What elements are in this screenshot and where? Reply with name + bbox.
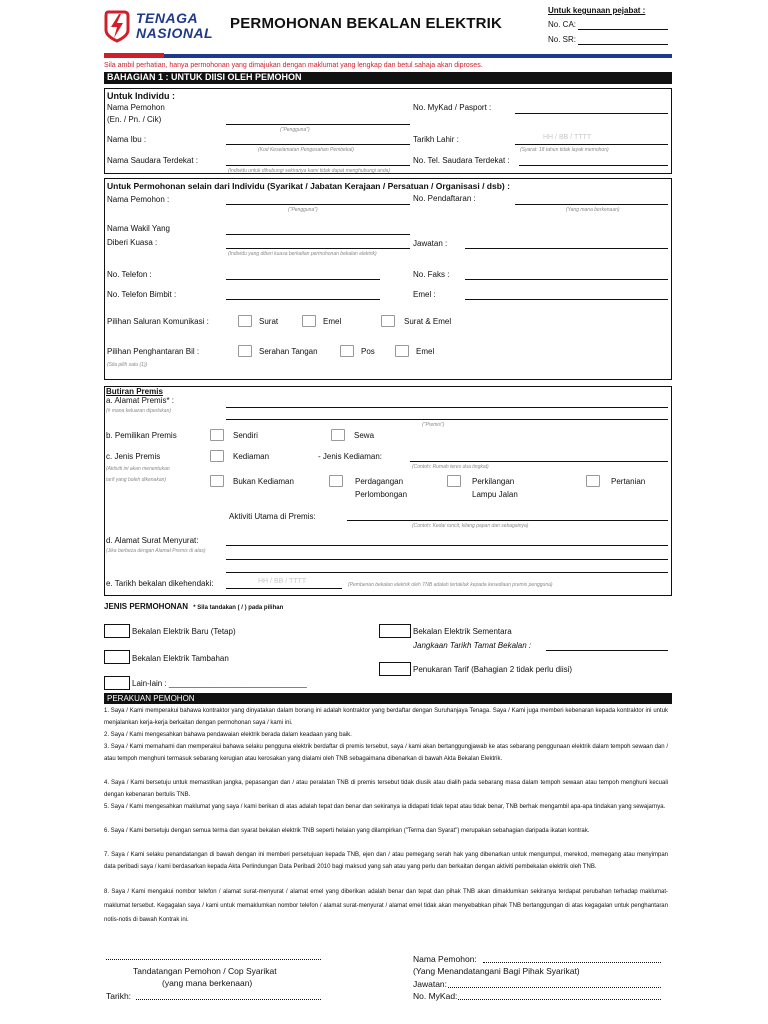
emel-label: Emel : — [413, 290, 436, 299]
jawatan-field[interactable] — [465, 248, 668, 249]
emel-field[interactable] — [465, 299, 668, 300]
jangkaan-field[interactable] — [546, 650, 668, 651]
pendaftaran-field[interactable] — [515, 204, 668, 205]
header-rule — [104, 54, 672, 58]
nama-pemohon-field[interactable] — [226, 124, 410, 125]
alamat-premis-field-1[interactable] — [226, 407, 668, 408]
hint-wakil: (Individu yang diberi kuasa berkaitan permohonan bekalan elektrik) — [228, 251, 377, 257]
no-ca-label: No. CA: — [548, 20, 577, 29]
hint-jenis-1: (Aktiviti ini akan menentukan — [106, 466, 170, 472]
tnb-logo-mark-icon — [102, 8, 132, 44]
lain-checkbox[interactable] — [104, 676, 130, 690]
jenis-permohonan-sub: * Sila tandakan ( / ) pada pilihan — [193, 605, 284, 611]
aktiviti-label: Aktiviti Utama di Premis: — [229, 512, 316, 521]
baru-checkbox[interactable] — [104, 624, 130, 638]
penghantaran-serahan-label: Serahan Tangan — [259, 347, 318, 356]
penukaran-checkbox[interactable] — [379, 662, 411, 676]
hint-pengguna-individu: ("Pengguna") — [280, 127, 310, 133]
kediaman-checkbox[interactable] — [210, 450, 224, 462]
saluran-emel-label: Emel — [323, 317, 342, 326]
sig-jawatan-field[interactable] — [448, 987, 661, 988]
faks-field[interactable] — [465, 279, 668, 280]
pemilikan-sendiri-label: Sendiri — [233, 431, 258, 440]
sig-tarikh-field[interactable] — [136, 999, 321, 1000]
bukan-individu-heading: Untuk Permohonan selain dari Individu (Syarikat / Jabatan Kerajaan / Persatuan / Organisasi / dsb) : — [107, 181, 510, 191]
penghantaran-serahan-checkbox[interactable] — [238, 345, 252, 357]
perkilangan-label: Perkilangan — [472, 477, 515, 486]
bukan-kediaman-checkbox[interactable] — [210, 475, 224, 487]
mykad-label: No. MyKad / Pasport : — [413, 103, 492, 112]
penghantaran-emel-label: Emel — [416, 347, 435, 356]
perdagangan-checkbox[interactable] — [329, 475, 343, 487]
hint-pengguna-bi: ("Pengguna") — [288, 207, 318, 213]
pendaftaran-label: No. Pendaftaran : — [413, 194, 476, 203]
logo-line2: NASIONAL — [136, 25, 214, 41]
sig-tarikh-label: Tarikh: — [106, 991, 132, 1001]
perdagangan-label: Perdagangan — [355, 477, 404, 486]
kediaman-label: Kediaman — [233, 452, 270, 461]
header-rule-red — [104, 53, 164, 58]
jangkaan-label: Jangkaan Tarikh Tamat Bekalan : — [413, 641, 532, 650]
pertanian-checkbox[interactable] — [586, 475, 600, 487]
jenis-permohonan-title: JENIS PERMOHONAN — [104, 602, 189, 611]
penghantaran-emel-checkbox[interactable] — [395, 345, 409, 357]
perakuan-item-7: 7. Saya / Kami selaku penandatangan di bawah dengan ini memberi persetujuan kepada TNB, ejen dan / atau pemegang serah hak yang dibenarkan untuk mengumpul, merekod, memegang atau menyimpan data peribadi saya / kami berdasarkan kepada Akta Perlindungan Data Peribadi 2010 bagi maksud yang sah atau yang perlu dan berkaitan dengan aktiviti pembekalan elektrik oleh TNB. — [104, 852, 668, 870]
alamat-premis-field-2[interactable] — [226, 419, 668, 420]
pemilikan-sendiri-checkbox[interactable] — [210, 429, 224, 441]
saluran-surat-label: Surat — [259, 317, 279, 326]
perakuan-item-4: 4. Saya / Kami bersetuju untuk memastikan jangka, pepasangan dan / atau peralatan TNB di premis tersebut tidak diusik atau dialih pada sebarang masa dalam tempoh sewaan atau tempoh menghuni kecuali dengan kebenaran bertulis TNB. — [104, 780, 668, 798]
tarikh-bekalan-label: e. Tarikh bekalan dikehendaki: — [106, 579, 214, 588]
perakuan-item-8: 8. Saya / Kami mengakui nombor telefon / alamat surat-menyurat / alamat emel yang diberikan adalah benar dan tepat dan pihak TNB akan dimaklumkan sekiranya terdapat perubahan terhadap maklumat-maklumat tersebut. Kegagalan saya / kami untuk memaklumkan nombor telefon / alamat surat-menyurat / alamat emel tidak akan menyebabkan pihak TNB bertanggungan di atas kegagalan untuk penghantaran notis-notis di bawah Kontrak ini. — [104, 889, 668, 923]
office-use-label: Untuk kegunaan pejabat : — [548, 6, 646, 15]
penghantaran-pos-label: Pos — [361, 347, 375, 356]
jenis-kediaman-field[interactable] — [410, 461, 668, 462]
sig-mykad-label: No. MyKad: — [413, 991, 458, 1001]
tarikh-bekalan-field[interactable]: HH / BB / TTTT — [258, 578, 307, 585]
pertanian-label: Pertanian — [611, 477, 646, 486]
tel-saudara-label: No. Tel. Saudara Terdekat : — [413, 156, 510, 165]
saluran-emel-checkbox[interactable] — [302, 315, 316, 327]
surat-field-2[interactable] — [226, 559, 668, 560]
jenis-premis-label: c. Jenis Premis — [106, 452, 161, 461]
aktiviti-field[interactable] — [347, 520, 668, 521]
sig-jawatan-label: Jawatan: — [413, 979, 448, 989]
perakuan-item-6: 6. Saya / Kami bersetuju dengan semua terma dan syarat bekalan elektrik TNB seperti helaian yang dilampirkan ("Terma dan Syarat") merupakan sebahagian daripada ikatan kontrak. — [104, 828, 590, 834]
tambahan-checkbox[interactable] — [104, 650, 130, 664]
pemilikan-sewa-checkbox[interactable] — [331, 429, 345, 441]
perakuan-item-1: 1. Saya / Kami memperakui bahawa kontraktor yang dinyatakan dalam borang ini adalah kontraktor yang berdaftar dengan Suruhanjaya Tenaga. Saya / Kami juga memberi kebenaran kepada kontraktor ini untuk menjalankan kerja-kerja berkaitan dengan permohonan saya / kami ini. — [104, 708, 668, 726]
nama-ibu-field[interactable] — [226, 144, 410, 145]
penghantaran-label: Pilihan Penghantaran Bil : — [107, 347, 200, 356]
saluran-surat-checkbox[interactable] — [238, 315, 252, 327]
hint-saudara: (Individu untuk dihubungi sekiranya kami tidak dapat menghubungi anda) — [228, 168, 391, 174]
sig-mykad-field[interactable] — [458, 999, 661, 1000]
jenis-kediaman-label: - Jenis Kediaman: — [318, 452, 383, 461]
surat-field-1[interactable] — [226, 545, 668, 546]
tarikh-lahir-label: Tarikh Lahir : — [413, 135, 459, 144]
page-title: PERMOHONAN BEKALAN ELEKTRIK — [230, 15, 503, 32]
logo-line1: TENAGA — [136, 10, 199, 26]
no-sr-label: No. SR: — [548, 35, 577, 44]
no-ca-field[interactable] — [578, 29, 668, 30]
nama-pemohon-label: Nama Pemohon — [107, 103, 165, 112]
menandatangani-label: (Yang Menandatangani Bagi Pihak Syarikat) — [413, 966, 580, 976]
tarikh-bekalan-underline — [226, 588, 342, 589]
tel-saudara-field[interactable] — [519, 165, 668, 166]
hint-jenis-2: tarif yang boleh dikenakan) — [106, 477, 167, 483]
telefon-field[interactable] — [226, 279, 380, 280]
perakuan-bar: PERAKUAN PEMOHON — [104, 693, 672, 704]
hint-premis: ("Premis") — [422, 422, 445, 428]
bukan-kediaman-label: Bukan Kediaman — [233, 477, 294, 486]
no-sr-field[interactable] — [578, 44, 668, 45]
jenis-permohonan-heading — [104, 602, 283, 611]
perakuan-item-3: 3. Saya / Kami memahami dan memperakui bahawa selaku pengguna elektrik berdaftar di premis tersebut, saya / kami akan bertanggungjawab ke atas sebarang penggunaan elektrik dalam tempoh sewaan dan / atau tempoh menghuni termasuk sebarang kerugian atau kerosakan yang dialami oleh TNB sebagaimana dibenarkan di bawah Akta Bekalan Elektrik. — [104, 744, 668, 762]
section1-bar: BAHAGIAN 1 : UNTUK DIISI OLEH PEMOHON — [104, 72, 672, 84]
tnb-logo — [102, 6, 224, 46]
pemilikan-label: b. Pemilikan Premis — [106, 431, 177, 440]
salutation-label: (En. / Pn. / Cik) — [107, 115, 162, 124]
saluran-surat-emel-label: Surat & Emel — [404, 317, 452, 326]
penghantaran-pos-checkbox[interactable] — [340, 345, 354, 357]
hint-kediaman: (Contoh: Rumah teres dua tingkat) — [412, 464, 489, 470]
hint-tarikh: (Pemberian bekalan elektrik oleh TNB adalah tertakluk kepada kesediaan premis pengguna) — [348, 582, 553, 588]
saudara-field[interactable] — [226, 165, 410, 166]
alamat-premis-label: a. Alamat Premis* : — [106, 396, 175, 405]
hint-pendaftaran: (Yang mana berkenaan) — [566, 207, 620, 213]
perkilangan-checkbox[interactable] — [447, 475, 461, 487]
berkenaan-label: (yang mana berkenaan) — [162, 978, 253, 988]
surat-label: d. Alamat Surat Menyurat: — [106, 536, 199, 545]
sig-nama-label: Nama Pemohon: — [413, 954, 477, 964]
saluran-surat-emel-checkbox[interactable] — [381, 315, 395, 327]
penukaran-label: Penukaran Tarif (Bahagian 2 tidak perlu diisi) — [413, 665, 573, 674]
individu-heading: Untuk Individu : — [107, 91, 175, 101]
sementara-checkbox[interactable] — [379, 624, 411, 638]
perlombongan-label: Perlombongan — [355, 490, 408, 499]
hint-penghantaran: (Sila pilih satu (1)) — [107, 362, 148, 368]
wakil-field-2[interactable] — [226, 248, 410, 249]
hint-aktiviti: (Contoh: Kedai runcit, kilang papan dan sebagainya) — [412, 523, 529, 529]
baru-label: Bekalan Elektrik Baru (Tetap) — [132, 627, 236, 636]
lampu-jalan-label: Lampu Jalan — [472, 490, 518, 499]
faks-label: No. Faks : — [413, 270, 450, 279]
saudara-label: Nama Saudara Terdekat : — [107, 156, 199, 165]
dob-underline — [515, 144, 668, 145]
bimbit-label: No. Telefon Bimbit : — [107, 290, 177, 299]
wakil-label-1: Nama Wakil Yang — [107, 224, 170, 233]
mykad-field[interactable] — [515, 113, 668, 114]
telefon-label: No. Telefon : — [107, 270, 152, 279]
dob-field[interactable]: HH / BB / TTTT — [543, 134, 592, 141]
hint-dob: (Syarat: 18 tahun tidak layak memohon) — [520, 147, 609, 153]
jawatan-label: Jawatan : — [413, 239, 448, 248]
tandatangan-label: Tandatangan Pemohon / Cop Syarikat — [133, 966, 277, 976]
perakuan-item-2: 2. Saya / Kami mengesahkan bahawa pendawaian elektrik berada dalam keadaan yang baik. — [104, 732, 352, 738]
lain-label: Lain-lain : _______________________________ — [132, 679, 307, 688]
bi-nama-pemohon-field[interactable] — [226, 204, 410, 205]
wakil-field[interactable] — [226, 234, 410, 235]
notice-text: Sila ambil perhatian, hanya permohonan yang dimajukan dengan maklumat yang lengkap dan betul sahaja akan diproses. — [104, 62, 483, 69]
sementara-label: Bekalan Elektrik Sementara — [413, 627, 512, 636]
hint-ibu: (Kod Keselamatan Pengesahan Pembekal) — [258, 147, 354, 153]
pemilikan-sewa-label: Sewa — [354, 431, 375, 440]
surat-field-3[interactable] — [226, 572, 668, 573]
tambahan-label: Bekalan Elektrik Tambahan — [132, 654, 229, 663]
hint-alamat: (# mana keluaran diperlukan) — [106, 408, 172, 414]
saluran-label: Pilihan Saluran Komunikasi : — [107, 317, 209, 326]
wakil-label-2: Diberi Kuasa : — [107, 238, 158, 247]
premis-heading: Butiran Premis — [106, 387, 163, 396]
nama-ibu-label: Nama Ibu : — [107, 135, 147, 144]
bimbit-field[interactable] — [226, 299, 380, 300]
signature-line[interactable] — [106, 959, 321, 960]
hint-surat: (Jika berbeza dengan Alamat Premis di atas) — [106, 548, 206, 554]
bi-nama-pemohon-label: Nama Pemohon : — [107, 195, 170, 204]
sig-nama-field[interactable] — [483, 962, 661, 963]
perakuan-item-5: 5. Saya / Kami mengesahkan maklumat yang saya / kami berikan di atas adalah tepat dan benar dan sekiranya ia didapati tidak tepat atau tidak benar, TNB berhak mengambil apa-apa tindakan yang sewajarnya. — [104, 804, 666, 810]
